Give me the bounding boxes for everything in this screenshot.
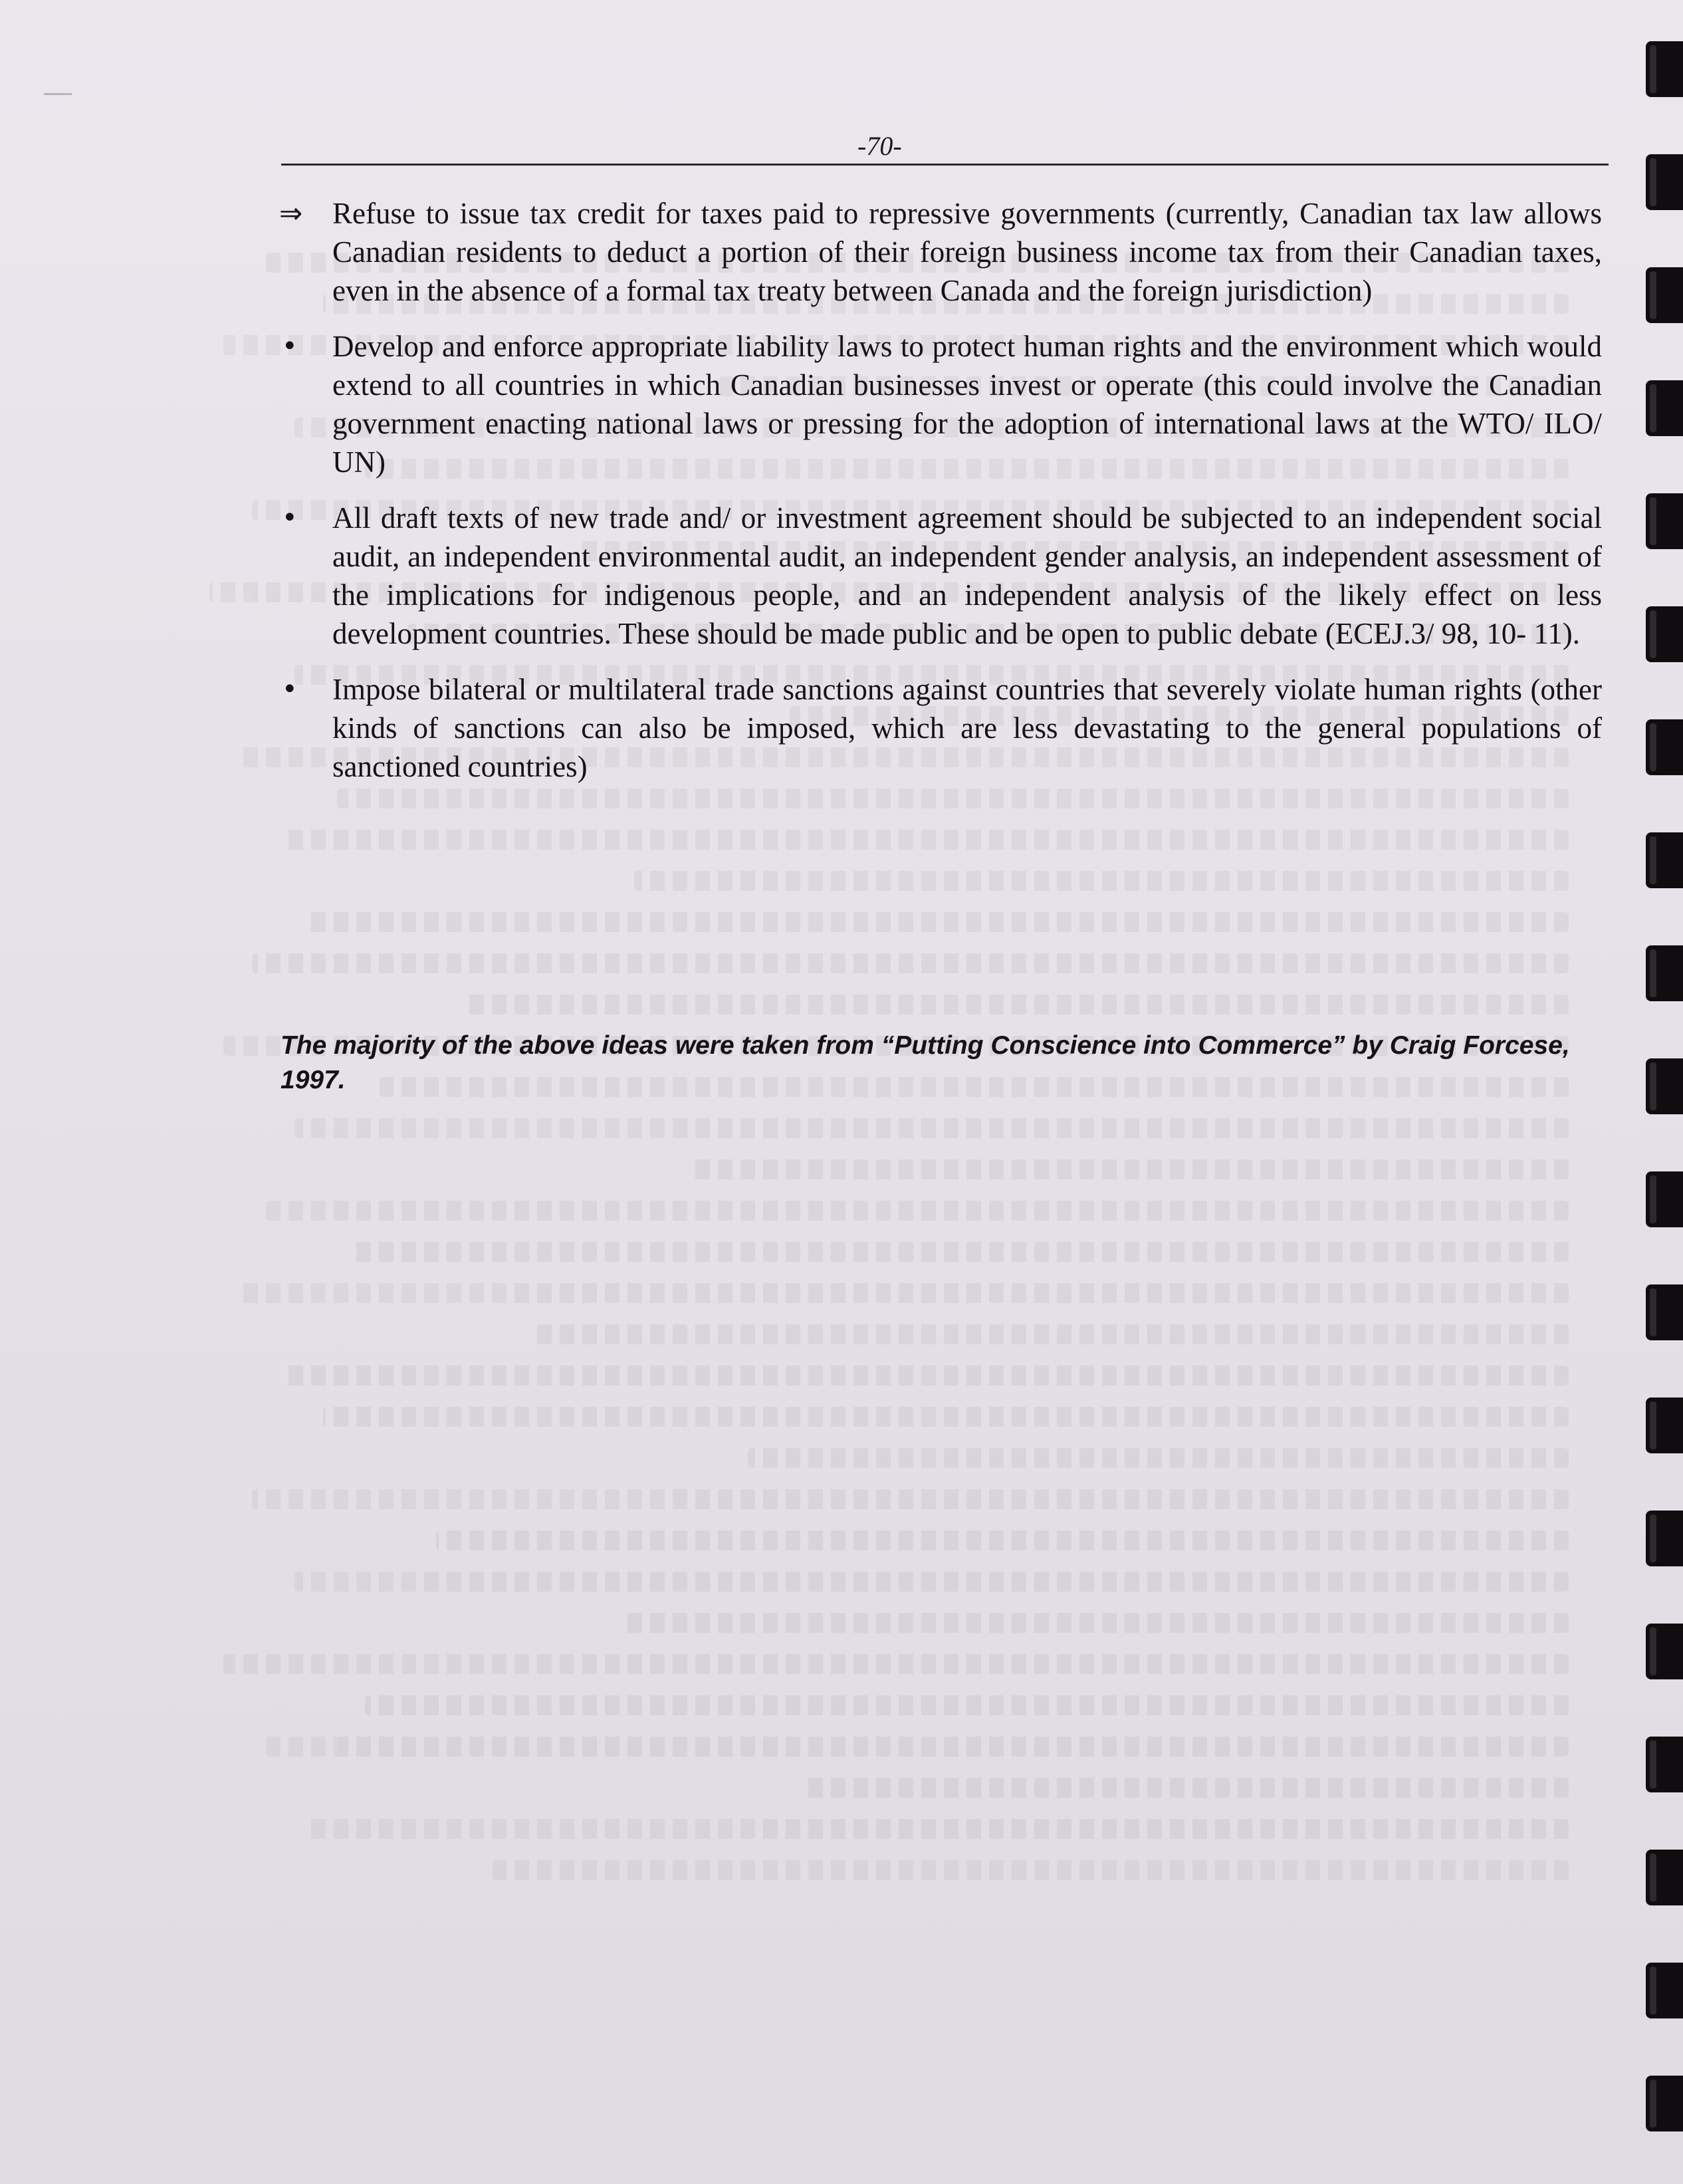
binding-ring [1646,41,1683,97]
binding-ring [1646,1397,1683,1453]
binding-ring [1646,267,1683,323]
page-number: -70- [857,131,902,161]
binding-ring [1646,1058,1683,1114]
binding-ring [1646,832,1683,888]
list-item-text: All draft texts of new trade and/ or investment agreement should be subjected to an independent social audit, an independent environmental audit, an independent gender analysis, an independent assessment of the implications for indigenous people, and an independent analysis of the likely effect on less development countries. These should be made public and be open to public debate (ECEJ.3/ 98, 10- 11). [332,501,1602,650]
binding-ring [1646,606,1683,662]
binding-ring [1646,1511,1683,1566]
margin-mark [44,93,72,95]
recommendation-list [279,194,1602,803]
list-item [279,499,1602,653]
binding-ring [1646,154,1683,210]
binding-ring [1646,2076,1683,2131]
list-item [279,670,1602,786]
bullet-icon: • [282,674,298,705]
double-arrow-icon: ⇒ [279,197,303,229]
binding-ring [1646,1624,1683,1679]
binding-ring [1646,945,1683,1001]
binding-ring [1646,1284,1683,1340]
list-item-text: Refuse to issue tax credit for taxes paid to repressive governments (currently, Canadian tax law allows Canadian residents to deduct a portion of their foreign business income tax from their Canadian taxes, even in the absence of a formal tax treaty between Canada and the foreign jurisdiction) [332,197,1602,307]
list-item-text: Impose bilateral or multilateral trade sanctions against countries that severely violate human rights (other kinds of sanctions can also be imposed, which are less devastating to the general populations of sanctioned countries) [332,673,1602,783]
list-item [279,327,1602,481]
binding-ring [1646,1963,1683,2018]
list-item [279,194,1602,310]
binding-ring [1646,1737,1683,1792]
bullet-icon: • [282,331,298,362]
binding-ring [1646,493,1683,549]
header-rule [281,164,1609,166]
spiral-binding [1636,0,1683,2184]
source-note: The majority of the above ideas were taken from “Putting Conscience into Commerce” by Craig Forcese, 1997. [280,1031,1570,1094]
bullet-icon: • [282,503,298,533]
list-item-text: Develop and enforce appropriate liability laws to protect human rights and the environment which would extend to all countries in which Canadian businesses invest or operate (this could involve the Canadian government enacting national laws or pressing for the adoption of international laws at the WTO/ ILO/ UN) [332,330,1602,479]
binding-ring [1646,1850,1683,1905]
binding-ring [1646,1171,1683,1227]
binding-ring [1646,719,1683,775]
binding-ring [1646,380,1683,436]
